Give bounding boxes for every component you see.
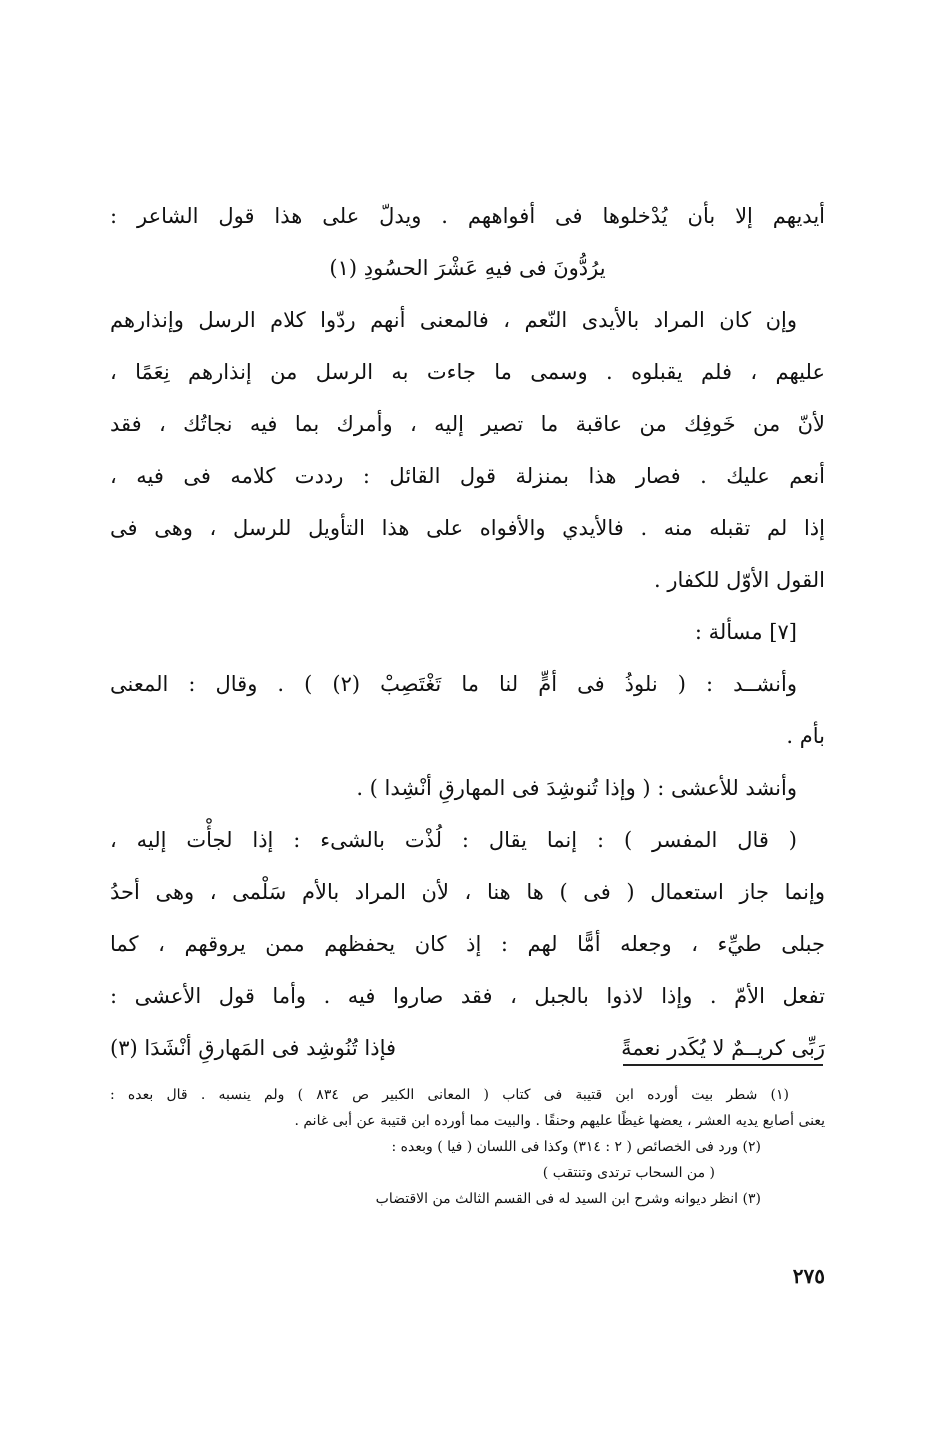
verse-first-half: رَبِّى كريــمٌ لا يُكَدر نعمةً: [621, 1036, 825, 1060]
verse-line: يرُدُّونَ فى فيهِ عَشْرَ الحسُودِ (١): [329, 256, 606, 280]
page-number: ٢٧٥: [792, 1264, 825, 1288]
footnote-line: (١) شطر بيت أورده ابن قتيبة فى كتاب ( المعانى الكبير ص ٨٣٤ ) ولم ينسبه . قال بعده :: [110, 1087, 789, 1103]
text-line: أنعم عليك . فصار هذا بمنزلة قول القائل : رددت كلامه فى فيه ،: [110, 464, 825, 488]
text-line: وإنما جاز استعمال ( فى ) ها هنا ، لأن المراد بالأم سَلْمى ، وهى أحدُ: [110, 880, 825, 904]
footnote-line: يعنى أصابع يديه العشر ، يعضها غيظًا عليهم وحنقًا . والبيت مما أورده ابن قتيبة عن أبى غانم .: [294, 1113, 825, 1129]
text-line: وأنشد للأعشى : ( وإذا تُنوشِدَ فى المهارقِ أنْشِدا ) .: [356, 776, 797, 800]
text-line: أيديهم إلا بأن يُدْخلوها فى أفواههم . ويدلّ على هذا قول الشاعر :: [110, 204, 825, 228]
footnote-line: (٢) ورد فى الخصائص ( ٢ : ٣١٤) وكذا فى اللسان ( فيا ) وبعده :: [391, 1139, 761, 1155]
footnotes-block: [110, 1082, 825, 1212]
verse-second-half: فإذا تُنُوشِد فى المَهارقِ أنْشَدَا (٣): [110, 1036, 397, 1060]
text-line: وإن كان المراد بالأيدى النّعم ، فالمعنى أنهم ردّوا كلام الرسل وإنذارهم: [110, 308, 797, 332]
footnote-line: (٣) انظر ديوانه وشرح ابن السيد له فى القسم الثالث من الاقتضاب: [375, 1191, 761, 1207]
text-line: تفعل الأمّ . وإذا لاذوا بالجبل ، فقد صاروا فيه . وأما قول الأعشى :: [110, 984, 825, 1008]
section-heading: [٧] مسألة :: [694, 620, 797, 644]
footnote-line: ( من السحاب ترتدى وتنتقب ): [542, 1165, 715, 1181]
main-text-block: [110, 190, 825, 1074]
text-line: ( قال المفسر ) : إنما يقال : لُذْت بالشىء : إذا لجأْت إليه ،: [110, 828, 797, 852]
text-line: إذا لم تقبله منه . فالأيدي والأفواه على هذا التأويل للرسل ، وهى فى: [110, 516, 825, 540]
text-line: جبلى طيِّء ، وجعله أمًّا لهم : إذ كان يحفظهم ممن يروقهم ، كما: [110, 932, 825, 956]
text-line: بأم .: [786, 724, 825, 748]
text-line: عليهم ، فلم يقبلوه . وسمى ما جاءت به الرسل من إنذارهم نِعَمًا ،: [110, 360, 825, 384]
text-line: لأنّ من خَوفِك من عاقبة ما تصير إليه ، وأمرك بما فيه نجاتُك ، فقد: [110, 412, 825, 436]
footnote-divider: [623, 1064, 823, 1066]
text-line: القول الأوّل للكفار .: [654, 568, 825, 592]
text-line: وأنشــد : ( نلوذُ فى أمٍّ لنا ما تَغْتَصِبْ (٢) ) . وقال : المعنى: [110, 672, 797, 696]
verse-line-two-halves: [110, 1022, 825, 1074]
